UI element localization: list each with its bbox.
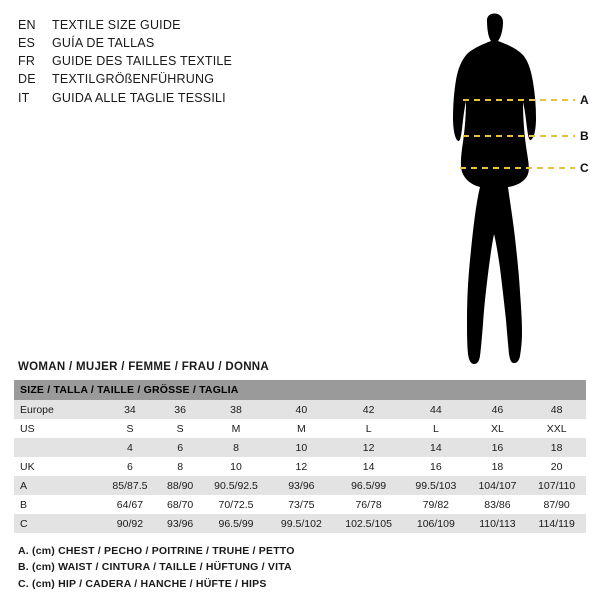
cell: 87/90 bbox=[527, 495, 586, 514]
cell: 90.5/92.5 bbox=[202, 476, 269, 495]
language-row-es bbox=[18, 34, 338, 52]
cell: S bbox=[102, 419, 158, 438]
cell: 36 bbox=[158, 400, 203, 419]
cell: 104/107 bbox=[468, 476, 528, 495]
table-row bbox=[14, 476, 586, 495]
row-label-b: B bbox=[14, 495, 102, 514]
cell: 99.5/103 bbox=[404, 476, 467, 495]
language-row-de bbox=[18, 70, 338, 88]
cell: M bbox=[202, 419, 269, 438]
cell: 64/67 bbox=[102, 495, 158, 514]
cell: 46 bbox=[468, 400, 528, 419]
language-code-it: IT bbox=[18, 90, 30, 105]
cell: 38 bbox=[202, 400, 269, 419]
language-text-fr: GUIDE DES TAILLES TEXTILE bbox=[52, 54, 233, 69]
table-header-label: SIZE / TALLA / TAILLE / GRÖSSE / TAGLIA bbox=[14, 380, 586, 400]
row-label-europe: Europe bbox=[14, 400, 102, 419]
cell: 93/96 bbox=[270, 476, 333, 495]
table-row bbox=[14, 419, 586, 438]
cell: 76/78 bbox=[333, 495, 404, 514]
language-code-de: DE bbox=[18, 72, 36, 87]
cell: 114/119 bbox=[527, 514, 586, 533]
cell: 12 bbox=[333, 438, 404, 457]
table-row bbox=[14, 457, 586, 476]
cell: 12 bbox=[270, 457, 333, 476]
cell: 42 bbox=[333, 400, 404, 419]
table-header-row bbox=[14, 380, 586, 400]
cell: 73/75 bbox=[270, 495, 333, 514]
language-row-fr bbox=[18, 52, 338, 70]
cell: M bbox=[270, 419, 333, 438]
cell: 96.5/99 bbox=[202, 514, 269, 533]
cell: 8 bbox=[202, 438, 269, 457]
cell: 10 bbox=[202, 457, 269, 476]
language-text-de: TEXTILGRÖßENFÜHRUNG bbox=[52, 72, 215, 87]
row-label-a: A bbox=[14, 476, 102, 495]
language-row-en bbox=[18, 16, 338, 34]
footnote-b: B. (cm) WAIST / CINTURA / TAILLE / HÜFTUNG / VITA bbox=[18, 561, 292, 574]
cell: 70/72.5 bbox=[202, 495, 269, 514]
language-text-it: GUIDA ALLE TAGLIE TESSILI bbox=[52, 90, 226, 105]
language-text-en: TEXTILE SIZE GUIDE bbox=[52, 18, 181, 32]
cell: 79/82 bbox=[404, 495, 467, 514]
cell: 16 bbox=[468, 438, 528, 457]
language-code-fr: FR bbox=[18, 54, 36, 69]
cell: 102.5/105 bbox=[333, 514, 404, 533]
cell: 34 bbox=[102, 400, 158, 419]
language-text-es: GUÍA DE TALLAS bbox=[52, 36, 155, 51]
table-row bbox=[14, 495, 586, 514]
language-header-block bbox=[18, 16, 338, 107]
body-figure bbox=[430, 6, 590, 371]
cell: 14 bbox=[333, 457, 404, 476]
cell: L bbox=[404, 419, 467, 438]
footnotes-block bbox=[18, 543, 578, 592]
cell: XL bbox=[468, 419, 528, 438]
language-code-en: EN bbox=[18, 18, 36, 32]
svg-text:A: A bbox=[580, 93, 589, 107]
section-caption: WOMAN / MUJER / FEMME / FRAU / DONNA bbox=[18, 361, 270, 373]
row-label-c: C bbox=[14, 514, 102, 533]
cell: 14 bbox=[404, 438, 467, 457]
language-code-es: ES bbox=[18, 36, 36, 51]
cell: 18 bbox=[468, 457, 528, 476]
footnote-a: A. (cm) CHEST / PECHO / POITRINE / TRUHE / PETTO bbox=[18, 545, 295, 557]
cell: 93/96 bbox=[158, 514, 203, 533]
cell: 20 bbox=[527, 457, 586, 476]
cell: S bbox=[158, 419, 203, 438]
cell: 4 bbox=[102, 438, 158, 457]
cell: 48 bbox=[527, 400, 586, 419]
cell: 88/90 bbox=[158, 476, 203, 495]
cell: XXL bbox=[527, 419, 586, 438]
cell: 44 bbox=[404, 400, 467, 419]
table-row bbox=[14, 438, 586, 457]
svg-text:C: C bbox=[580, 161, 589, 175]
cell: L bbox=[333, 419, 404, 438]
cell: 96.5/99 bbox=[333, 476, 404, 495]
cell: 106/109 bbox=[404, 514, 467, 533]
svg-text:B: B bbox=[580, 129, 589, 143]
cell: 90/92 bbox=[102, 514, 158, 533]
cell: 85/87.5 bbox=[102, 476, 158, 495]
cell: 40 bbox=[270, 400, 333, 419]
woman-silhouette-icon bbox=[453, 13, 536, 364]
footnote-c: C. (cm) HIP / CADERA / HANCHE / HÜFTE / HIPS bbox=[18, 577, 267, 590]
cell: 68/70 bbox=[158, 495, 203, 514]
cell: 6 bbox=[102, 457, 158, 476]
cell: 16 bbox=[404, 457, 467, 476]
size-table-wrapper bbox=[14, 380, 586, 533]
row-label-us: US bbox=[14, 419, 102, 438]
cell: 10 bbox=[270, 438, 333, 457]
cell: 110/113 bbox=[468, 514, 528, 533]
table-row bbox=[14, 514, 586, 533]
cell: 99.5/102 bbox=[270, 514, 333, 533]
cell: 18 bbox=[527, 438, 586, 457]
table-row bbox=[14, 400, 586, 419]
language-row-it bbox=[18, 89, 338, 107]
cell: 83/86 bbox=[468, 495, 528, 514]
cell: 8 bbox=[158, 457, 203, 476]
size-table bbox=[14, 380, 586, 533]
row-label-uk: UK bbox=[14, 457, 102, 476]
row-label-us-numeric bbox=[14, 438, 102, 457]
cell: 107/110 bbox=[527, 476, 586, 495]
cell: 6 bbox=[158, 438, 203, 457]
